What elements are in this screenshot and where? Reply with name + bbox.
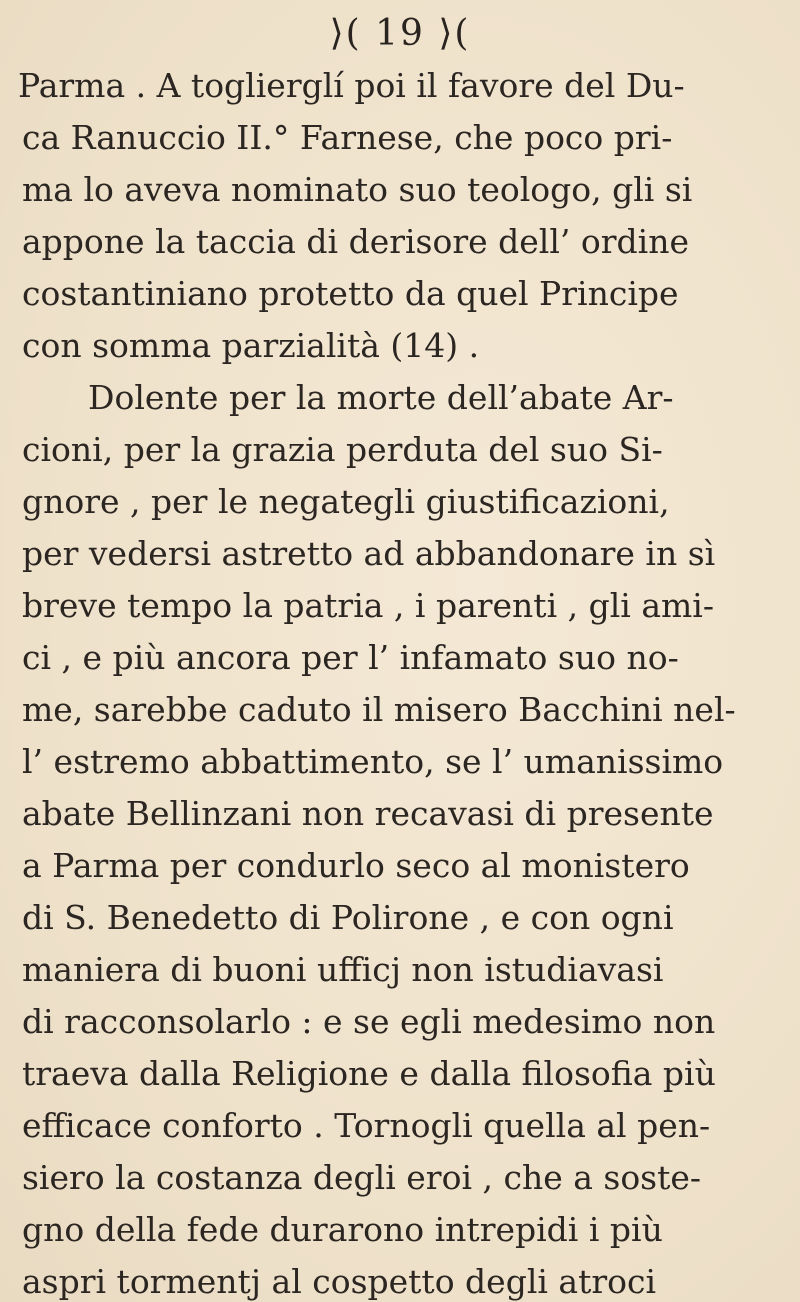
text-line: aspri tormentj al cospetto degli atroci (22, 1262, 657, 1301)
text-line: per vedersi astretto ad abbandonare in sì (22, 534, 716, 573)
text-line: abate Bellinzani non recavasi di presente (22, 794, 714, 833)
text-line: Dolente per la morte dell’abate Ar- (88, 378, 674, 417)
text-line: costantiniano protetto da quel Principe (22, 274, 679, 313)
text-line: gnore , per le negategli giustificazioni, (22, 482, 670, 521)
text-line: di racconsolarlo : e se egli medesimo non (22, 1002, 716, 1041)
text-line: ci , e più ancora per l’ infamato suo no- (22, 638, 679, 677)
text-line: appone la taccia di derisore dell’ ordine (22, 222, 689, 261)
text-line: ca Ranuccio II.° Farnese, che poco pri- (22, 118, 673, 157)
text-line: gno della fede durarono intrepidi i più (22, 1210, 663, 1249)
text-line: me, sarebbe caduto il misero Bacchini nel- (22, 690, 736, 729)
text-line: cioni, per la grazia perduta del suo Si- (22, 430, 663, 469)
text-line: breve tempo la patria , i parenti , gli ami- (22, 586, 714, 625)
text-line: traeva dalla Religione e dalla filosofia più (22, 1054, 716, 1093)
text-line: a Parma per condurlo seco al monistero (22, 846, 690, 885)
text-line: Parma . A toglierglí poi il favore del Du- (18, 66, 685, 105)
text-line: l’ estremo abbattimento, se l’ umanissimo (22, 742, 724, 781)
text-line: di S. Benedetto di Polirone , e con ogni (22, 898, 674, 937)
text-line: maniera di buoni ufficj non istudiavasi (22, 950, 664, 989)
text-line: efficace conforto . Tornogli quella al pen- (22, 1106, 711, 1145)
page-number: ⟩( 19 ⟩( (329, 13, 471, 54)
text-line: ma lo aveva nominato suo teologo, gli si (22, 170, 693, 209)
text-line: con somma parzialità (14) . (22, 326, 480, 365)
text-line: siero la costanza degli eroi , che a soste- (22, 1158, 702, 1197)
